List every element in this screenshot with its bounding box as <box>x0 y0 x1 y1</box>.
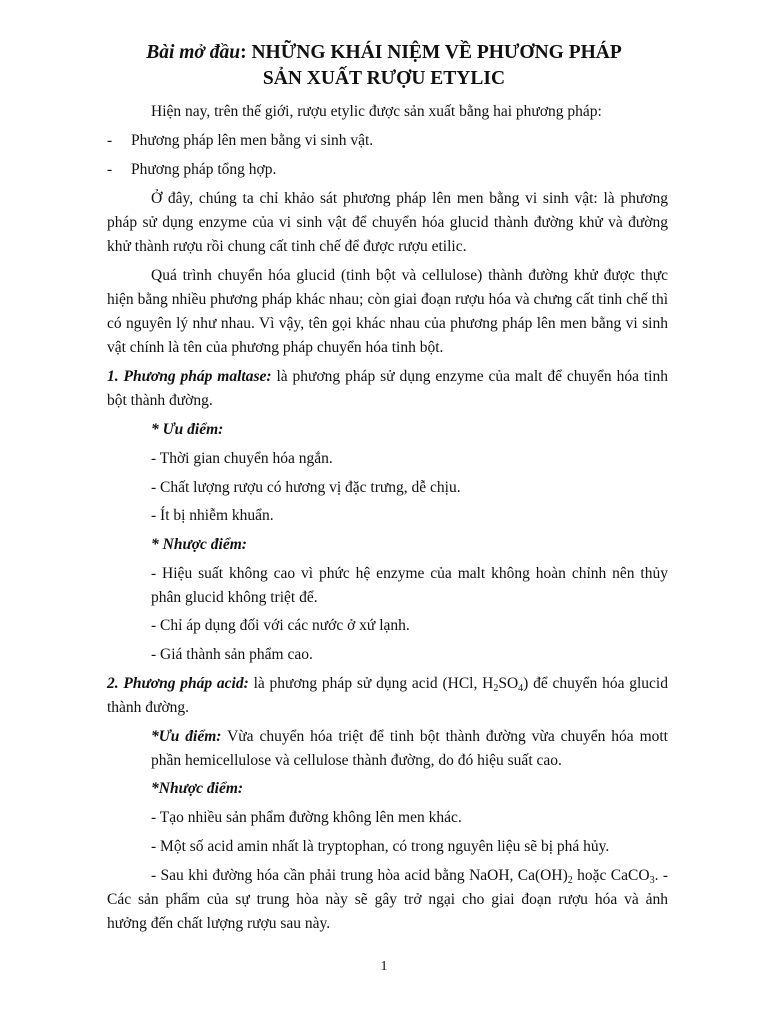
page-title-line-2: SẢN XUẤT RƯỢU ETYLIC <box>262 68 506 89</box>
page-title-line-1 <box>0 40 768 66</box>
list-item-synthesis: - Phương pháp tổng hợp. <box>107 161 277 178</box>
section-1-disadvantage-3: - Giá thành sản phẩm cao. <box>151 646 313 663</box>
paragraph-scope-line-2: pháp sử dụng enzyme của vi sinh vật để chuyển hóa glucid thành đường khử và đường <box>107 214 668 231</box>
section-1-disadvantages-heading: * Nhược điểm: <box>151 536 247 553</box>
paragraph-process-line-1: Quá trình chuyển hóa glucid (tinh bột và cellulose) thành đường khử được thực <box>151 267 668 284</box>
section-1-advantage-2: - Chất lượng rượu có hương vị đặc trưng, dễ chịu. <box>151 479 461 496</box>
paragraph-scope-line-1: Ở đây, chúng ta chỉ khảo sát phương pháp lên men bằng vi sinh vật: là phương <box>151 190 668 207</box>
section-1-advantage-1: - Thời gian chuyển hóa ngắn. <box>151 450 333 467</box>
section-2-disadvantage-3-line-2: Các sản phẩm của sự trung hòa này sẽ gây trở ngại cho giai đoạn rượu hóa và ảnh <box>107 891 668 908</box>
section-2-desc-line-2: thành đường. <box>107 699 190 716</box>
section-1-advantages-heading: * Ưu điểm: <box>151 421 224 438</box>
section-2-disadvantage-1: - Tạo nhiều sản phẩm đường không lên men khác. <box>151 809 462 826</box>
section-2-advantages-line-2: phần hemicellulose và cellulose thành đường, do đó hiệu suất cao. <box>151 752 562 769</box>
paragraph-process-line-3: có nguyên lý như nhau. Vì vậy, tên gọi khác nhau của phương pháp lên men bằng vi sinh <box>107 315 668 332</box>
section-2-disadvantage-3-line-3: hưởng đến chất lượng rượu sau này. <box>107 915 331 932</box>
title-lead: Bài mở đầu <box>146 42 241 63</box>
section-1-disadvantage-2: - Chỉ áp dụng đối với các nước ở xứ lạnh. <box>151 617 410 634</box>
section-2-heading: 2. Phương pháp acid: là phương pháp sử dụng acid (HCl, $H_2SO_4$) để chuyển hóa glucid <box>107 675 668 694</box>
section-1-heading: 1. Phương pháp maltase: là phương pháp sử dụng enzyme của malt để chuyển hóa tinh <box>107 368 668 385</box>
section-1-disadvantage-1-line-1: - Hiệu suất không cao vì phức hệ enzyme của malt không hoàn chỉnh nên thủy <box>151 565 668 582</box>
section-1-advantage-3: - Ít bị nhiễm khuẩn. <box>151 507 274 524</box>
section-1-disadvantage-1-line-2: phân glucid không triệt để. <box>151 589 318 606</box>
section-2-disadvantage-3-line-1: - Sau khi đường hóa cần phải trung hòa acid bằng NaOH, $Ca(OH)_2$ hoặc CaCO$_3$. - <box>151 867 668 886</box>
section-2-disadvantage-2: - Một số acid amin nhất là tryptophan, có trong nguyên liệu sẽ bị phá hủy. <box>151 838 610 855</box>
section-2-disadvantages-heading: *Nhược điểm: <box>151 780 244 797</box>
intro-paragraph: Hiện nay, trên thế giới, rượu etylic được sản xuất bằng hai phương pháp: <box>151 103 602 120</box>
section-1-desc-line-2: bột thành đường. <box>107 392 213 409</box>
page-number: 1 <box>380 959 388 974</box>
title-line-1-rest: : NHỮNG KHÁI NIỆM VỀ PHƯƠNG PHÁP <box>240 42 622 63</box>
section-2-advantages: *Ưu điểm: Vừa chuyển hóa triệt để tinh bột thành đường vừa chuyển hóa mott <box>151 728 668 745</box>
paragraph-process-line-4: vật chính là tên của phương pháp chuyển hóa tinh bột. <box>107 339 444 356</box>
paragraph-scope-line-3: khử thành rượu rồi chung cất tinh chế để được rượu etilic. <box>107 238 467 255</box>
list-item-fermentation: - Phương pháp lên men bằng vi sinh vật. <box>107 132 374 149</box>
paragraph-process-line-2: hiện bằng nhiều phương pháp khác nhau; còn giai đoạn rượu hóa và chưng cất tinh chế thì <box>107 291 668 308</box>
